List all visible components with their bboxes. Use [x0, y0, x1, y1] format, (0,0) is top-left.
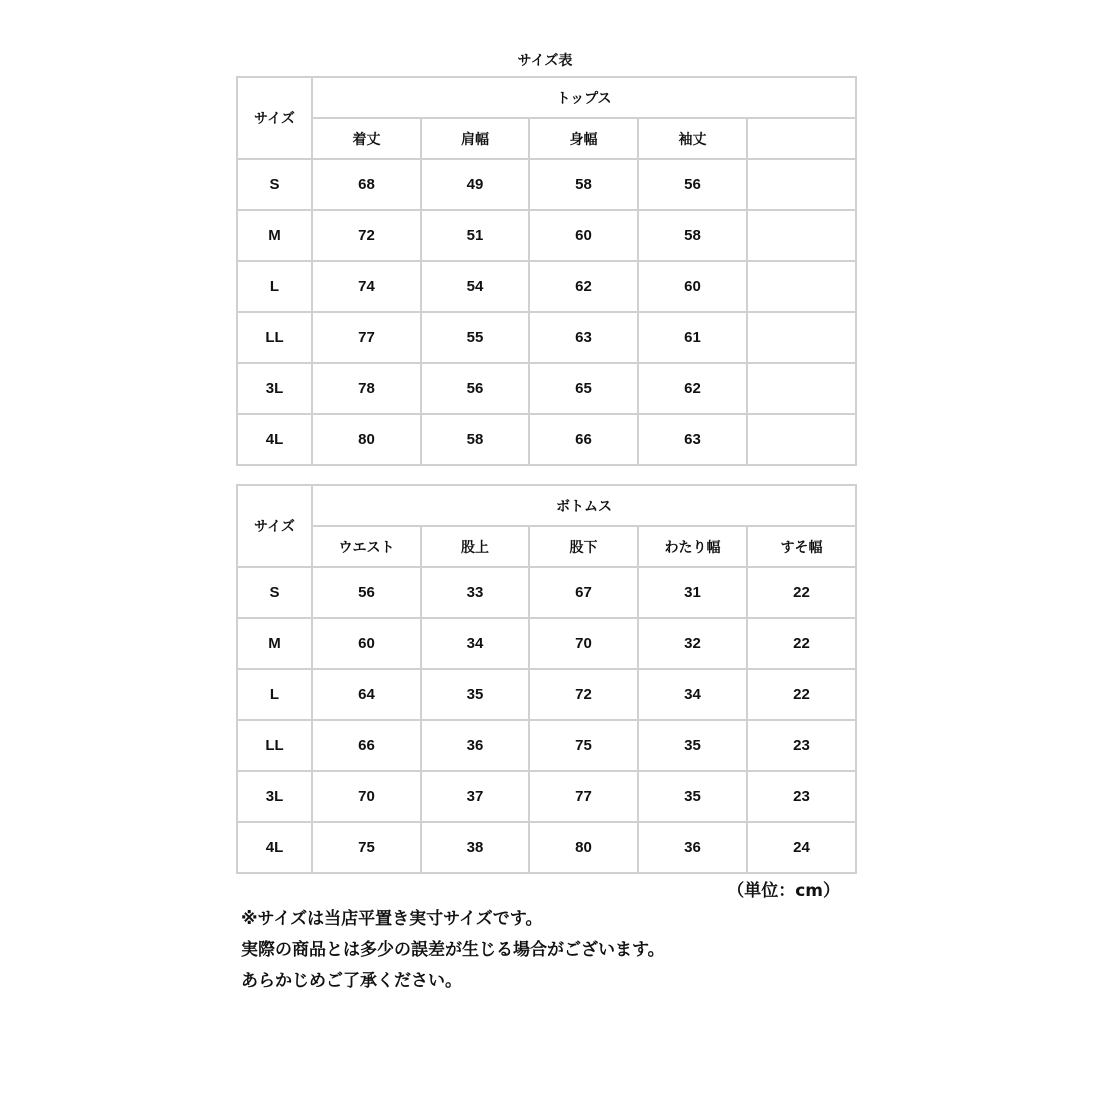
- size-label: 3L: [237, 771, 312, 822]
- bottoms-column-header-row: [237, 526, 856, 567]
- table-row: [237, 414, 856, 465]
- bottoms-column-header: 股下: [529, 526, 638, 567]
- size-label: LL: [237, 312, 312, 363]
- table-cell: 63: [529, 312, 638, 363]
- table-cell: 35: [421, 669, 529, 720]
- size-label: L: [237, 669, 312, 720]
- tops-column-header: 袖丈: [638, 118, 747, 159]
- table-cell: 60: [529, 210, 638, 261]
- tops-column-header: [747, 118, 856, 159]
- table-cell: 35: [638, 771, 747, 822]
- size-label: 4L: [237, 822, 312, 873]
- table-row: [237, 363, 856, 414]
- table-cell: 72: [529, 669, 638, 720]
- table-cell: 32: [638, 618, 747, 669]
- bottoms-size-header: サイズ: [237, 485, 312, 567]
- table-cell: 56: [638, 159, 747, 210]
- size-label: M: [237, 618, 312, 669]
- table-row: [237, 210, 856, 261]
- bottoms-group-header: ボトムス: [312, 485, 856, 526]
- table-row: [237, 312, 856, 363]
- tops-size-table: [236, 76, 857, 466]
- table-cell: 35: [638, 720, 747, 771]
- table-cell: 56: [421, 363, 529, 414]
- table-cell: 62: [638, 363, 747, 414]
- table-cell: 34: [638, 669, 747, 720]
- table-cell: 58: [529, 159, 638, 210]
- table-cell: 63: [638, 414, 747, 465]
- table-row: [237, 771, 856, 822]
- size-notes: [241, 904, 665, 997]
- table-cell: [747, 312, 856, 363]
- note-line: ※サイズは当店平置き実寸サイズです。: [241, 909, 543, 929]
- table-cell: [747, 414, 856, 465]
- table-row: [237, 261, 856, 312]
- table-cell: 74: [312, 261, 421, 312]
- table-cell: 31: [638, 567, 747, 618]
- table-cell: 34: [421, 618, 529, 669]
- note-line: 実際の商品とは多少の誤差が生じる場合がございます。: [241, 940, 665, 960]
- table-cell: [747, 159, 856, 210]
- tops-group-header-row: [237, 77, 856, 118]
- table-row: [237, 567, 856, 618]
- table-cell: 36: [638, 822, 747, 873]
- size-label: LL: [237, 720, 312, 771]
- size-label: 3L: [237, 363, 312, 414]
- table-cell: 56: [312, 567, 421, 618]
- note-line: あらかじめご了承ください。: [241, 971, 462, 991]
- size-label: L: [237, 261, 312, 312]
- table-cell: 66: [312, 720, 421, 771]
- table-cell: 77: [312, 312, 421, 363]
- table-cell: 33: [421, 567, 529, 618]
- table-cell: 23: [747, 771, 856, 822]
- table-cell: 78: [312, 363, 421, 414]
- table-cell: [747, 363, 856, 414]
- size-label: S: [237, 159, 312, 210]
- table-cell: 70: [312, 771, 421, 822]
- table-cell: 77: [529, 771, 638, 822]
- table-cell: 55: [421, 312, 529, 363]
- table-cell: 36: [421, 720, 529, 771]
- unit-note: （単位：cm）: [727, 881, 840, 901]
- table-cell: 22: [747, 618, 856, 669]
- table-cell: [747, 261, 856, 312]
- table-cell: 60: [638, 261, 747, 312]
- tops-group-header: トップス: [312, 77, 856, 118]
- bottoms-column-header: ウエスト: [312, 526, 421, 567]
- table-row: [237, 159, 856, 210]
- table-cell: 51: [421, 210, 529, 261]
- table-cell: 62: [529, 261, 638, 312]
- tops-column-header-row: [237, 118, 856, 159]
- size-chart-title: サイズ表: [517, 53, 573, 69]
- table-cell: 22: [747, 567, 856, 618]
- table-cell: 75: [529, 720, 638, 771]
- bottoms-column-header: わたり幅: [638, 526, 747, 567]
- table-cell: 66: [529, 414, 638, 465]
- size-label: S: [237, 567, 312, 618]
- table-cell: 68: [312, 159, 421, 210]
- table-cell: 37: [421, 771, 529, 822]
- table-cell: 58: [421, 414, 529, 465]
- table-row: [237, 618, 856, 669]
- table-row: [237, 669, 856, 720]
- table-cell: 38: [421, 822, 529, 873]
- tops-column-header: 着丈: [312, 118, 421, 159]
- table-cell: 64: [312, 669, 421, 720]
- table-cell: 23: [747, 720, 856, 771]
- bottoms-column-header: 股上: [421, 526, 529, 567]
- table-cell: 80: [312, 414, 421, 465]
- size-label: 4L: [237, 414, 312, 465]
- table-cell: 65: [529, 363, 638, 414]
- table-cell: 54: [421, 261, 529, 312]
- table-cell: 75: [312, 822, 421, 873]
- bottoms-group-header-row: [237, 485, 856, 526]
- table-cell: 72: [312, 210, 421, 261]
- table-cell: 61: [638, 312, 747, 363]
- tops-size-header: サイズ: [237, 77, 312, 159]
- table-cell: 67: [529, 567, 638, 618]
- table-cell: 70: [529, 618, 638, 669]
- table-cell: 22: [747, 669, 856, 720]
- table-cell: [747, 210, 856, 261]
- table-cell: 24: [747, 822, 856, 873]
- bottoms-column-header: すそ幅: [747, 526, 856, 567]
- table-cell: 49: [421, 159, 529, 210]
- table-row: [237, 720, 856, 771]
- tops-column-header: 身幅: [529, 118, 638, 159]
- table-cell: 80: [529, 822, 638, 873]
- size-label: M: [237, 210, 312, 261]
- tops-column-header: 肩幅: [421, 118, 529, 159]
- table-cell: 58: [638, 210, 747, 261]
- bottoms-size-table: [236, 484, 857, 874]
- table-cell: 60: [312, 618, 421, 669]
- table-row: [237, 822, 856, 873]
